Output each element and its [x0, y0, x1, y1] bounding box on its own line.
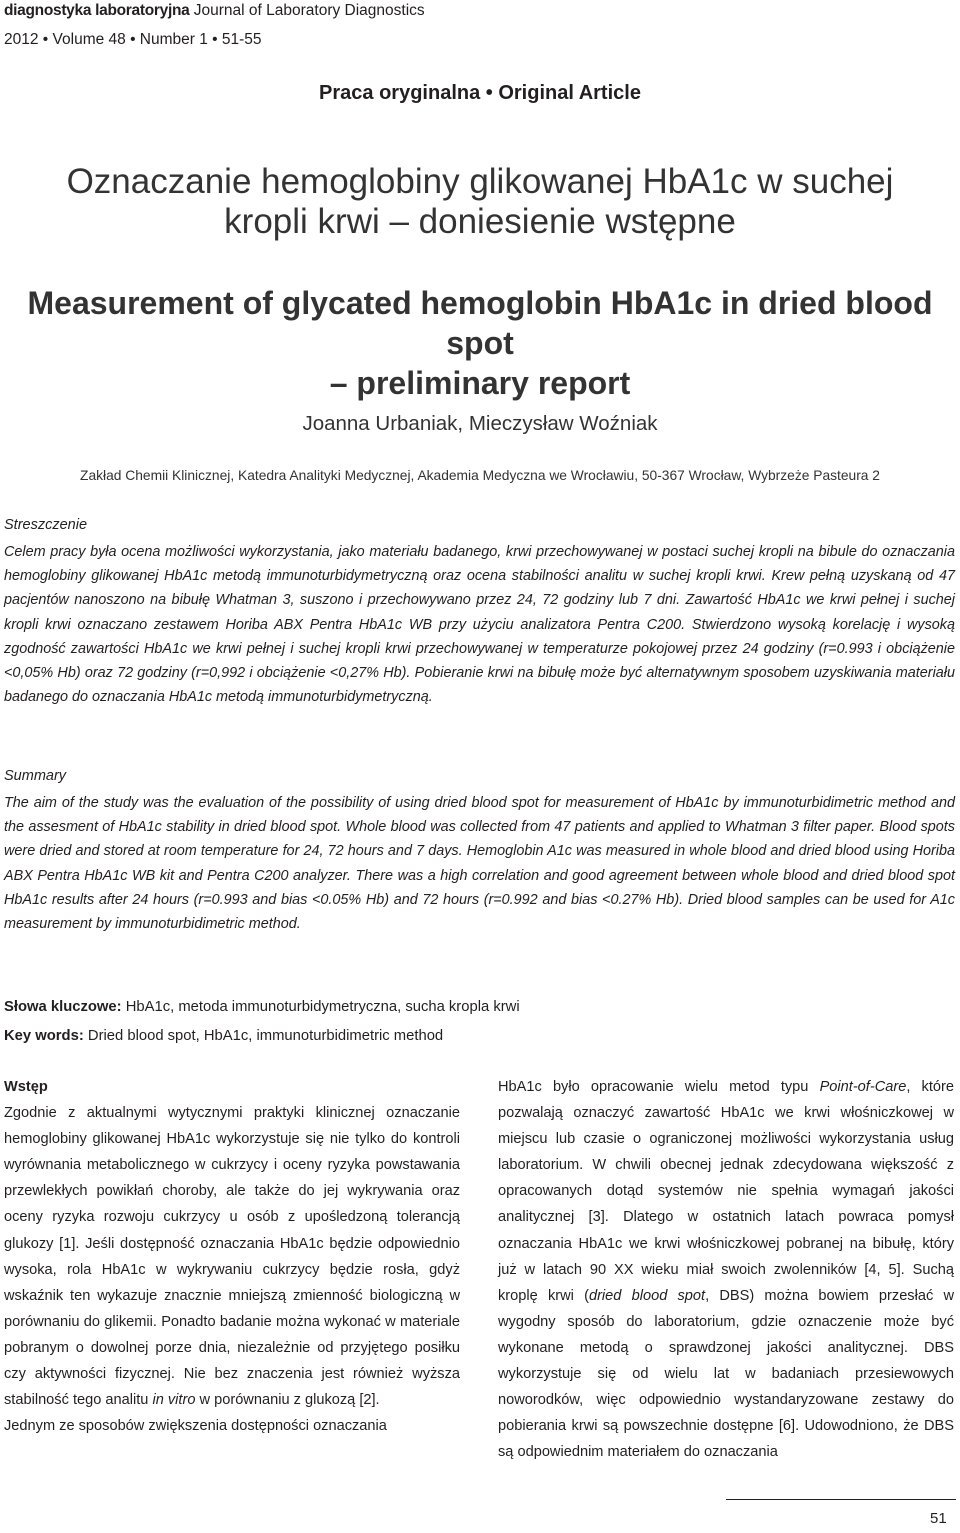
- intro-p3-text-c: , DBS) można bowiem przesłać w wygodny sposób do laboratorium, gdzie oznaczenie może być wykonane metodą o sprawdzonej jakości analitycznej. DBS wykorzystuje się od wielu lat w badaniach przesiewowych noworodków, więc odpowiednio wystandaryzowane zestawy do pobierania krwi są powszechnie dostępne [6]. Udowodniono, że DBS są odpowiednim materiałem do oznaczania: [498, 1287, 955, 1461]
- intro-p1-text-a: Zgodnie z aktualnymi wytycznymi praktyki klinicznej oznaczanie hemoglobiny glikowanej HbA1c wykorzystuje się nie tylko do kontroli wyrównania metabolicznego w cukrzycy i oceny ryzyka powstawania przewlekłych powikłań choroby, ale także do jej wykrywania oraz oceny ryzyka rozwoju cukrzycy u osób z upośledzoną tolerancją glukozy [1]. Jeśli dostępność oznaczania HbA1c będzie odpowiednio wysoka, rola HbA1c w wykrywaniu cukrzycy będzie rosła, gdyż wskaźnik ten wykazuje znacznie mniejszą zmienność biologiczną w porównaniu do glikemii. Ponadto badanie można wykonać w materiale pobranym o dowolnej porze dnia, niezależnie od przyjętego posiłku czy aktywności fizycznej. Nie bez znaczenia jest również wyższa stabilność tego analitu: [4, 1105, 460, 1409]
- title-english: [0, 283, 960, 403]
- abstract-en: [4, 791, 955, 936]
- title-polish: [20, 162, 940, 242]
- keywords-en-text: Dried blood spot, HbA1c, immunoturbidimetric method: [83, 1028, 444, 1044]
- keywords-pl-label: Słowa kluczowe:: [4, 999, 122, 1015]
- footer-divider: [726, 1499, 956, 1500]
- abstract-pl-heading: Streszczenie: [4, 517, 88, 533]
- abstract-en-heading: Summary: [4, 768, 67, 784]
- article-type: Praca oryginalna • Original Article: [319, 82, 641, 104]
- keywords-pl-text: HbA1c, metoda immunoturbidymetryczna, sucha kropla krwi: [121, 999, 520, 1015]
- intro-p3-text-a: HbA1c było opracowanie wielu metod typu: [498, 1079, 820, 1095]
- section-heading-intro: Wstęp: [4, 1079, 48, 1095]
- intro-p3-italic-1: Point-of-Care: [819, 1079, 907, 1095]
- intro-paragraph-1: [4, 1100, 460, 1413]
- journal-name-en: Journal of Laboratory Diagnostics: [193, 2, 425, 19]
- title-english-line-2: – preliminary report: [329, 365, 631, 401]
- intro-paragraph-3: [498, 1074, 954, 1465]
- issue-info: 2012 • Volume 48 • Number 1 • 51-55: [4, 31, 262, 48]
- body-column-left: [4, 1074, 460, 1439]
- intro-p1-italic: in vitro: [152, 1392, 196, 1409]
- keywords-en: [4, 1028, 443, 1044]
- journal-name-pl: diagnostyka laboratoryjna: [4, 2, 190, 19]
- intro-p1-text-b: w porównaniu z glukozą [2].: [195, 1392, 380, 1409]
- intro-p3-text-b: , które pozwalają oznaczyć zawartość HbA1c we krwi włośniczkowej w miejscu lub czasie o ograniczonej możliwości wykorzystania usług laboratorium. W chwili obecnej jednak zdecydowana większość z opracowanych dotąd systemów nie spełnia wymagań jakości analitycznej [3]. Dlatego w ostatnich latach powraca pomysł oznaczania HbA1c we krwi włośniczkowej pobranej na bibułę, który już w latach 90 XX wieku miał swoich zwolenników [4, 5]. Suchą kroplę krwi (: [498, 1079, 954, 1304]
- abstract-pl: [4, 540, 955, 709]
- intro-paragraph-2: Jednym ze sposobów zwiększenia dostępności oznaczania: [4, 1418, 387, 1435]
- keywords-pl: [4, 999, 520, 1015]
- abstract-pl-text: Celem pracy była ocena możliwości wykorzystania, jako materiału badanego, krwi przechowywanej w postaci suchej kropli na bibule do oznaczania hemoglobiny glikowanej HbA1c metodą immunoturbidymetryczną oraz ocena stabilności analitu w suchej kropli krwi. Krew pełną uzyskaną od 47 pacjentów nanoszono na bibułę Whatman 3, suszono i przechowywano przez 24, 72 godziny lub 7 dni. Zawartość HbA1c we krwi pełnej i suchej kropli krwi oznaczano zestawem Horiba ABX Pentra HbA1c WB przy użyciu analizatora Pentra C200. Stwierdzono wysoką korelację i wysoką zgodność zawartości HbA1c we krwi pełnej i suchej kropli krwi przechowywanej w temperaturze pokojowej przez 24 godziny (r=0.993 i obciążenie <0,05% Hb) oraz 72 godziny (r=0,992 i obciążenie <0,27% Hb). Pobieranie krwi na bibułę może być alternatywnym sposobem uzyskiwania materiału badanego do oznaczania HbA1c metodą immunoturbidymetryczną.: [4, 544, 955, 706]
- keywords-en-label: Key words:: [4, 1028, 84, 1044]
- authors: Joanna Urbaniak, Mieczysław Woźniak: [302, 412, 658, 435]
- affiliation: Zakład Chemii Klinicznej, Katedra Analityki Medycznej, Akademia Medyczna we Wrocławiu, 50-367 Wrocław, Wybrzeże Pasteura 2: [80, 468, 880, 483]
- body-column-right: [498, 1074, 954, 1465]
- page-number: 51: [930, 1510, 947, 1527]
- title-polish-line-2: kropli krwi – doniesienie wstępne: [224, 202, 736, 241]
- title-polish-line-1: Oznaczanie hemoglobiny glikowanej HbA1c w suchej: [66, 162, 894, 201]
- abstract-en-text: The aim of the study was the evaluation of the possibility of using dried blood spot for measurement of HbA1c by immunoturbidimetric method and the assesment of HbA1c stability in dried blood spot. Whole blood was collected from 47 patients and applied to Whatman 3 filter paper. Blood spots were dried and stored at room temperature for 24, 72 hours and 7 days. Hemoglobin A1c was measured in whole blood and dried blood using Horiba ABX Pentra HbA1c WB kit and Pentra C200 analyzer. There was a high correlation and good agreement between whole blood and dried blood spot HbA1c results after 24 hours (r=0.993 and bias <0.05% Hb) and 72 hours (r=0.992 and bias <0.27% Hb). Dried blood samples can be used for A1c measurement by immunoturbidimetric method.: [4, 795, 955, 933]
- title-english-line-1: Measurement of glycated hemoglobin HbA1c in dried blood spot: [27, 285, 933, 361]
- journal-name: [4, 2, 425, 20]
- intro-p3-italic-2: dried blood spot: [588, 1287, 706, 1304]
